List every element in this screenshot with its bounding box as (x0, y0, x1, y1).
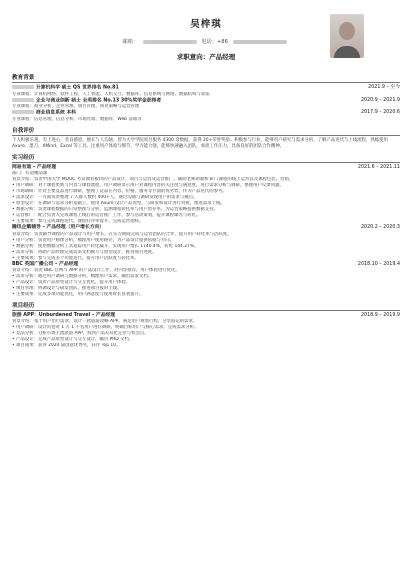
project-bullet: • 项目成果：获得 2020 届创意优秀奖，获评 Top 10。 (12, 343, 400, 349)
project-date: 2018.9 – 2019.9 (360, 312, 400, 318)
summary-text: 个人积极乐观，有上进心，善良感恩，擅长与人沟通，曾为大学学院项目服务 4300 余数据，获得 20+荣誉奖励。积极参与行业，能够用户研究与需求分析，了解产品迭代与上线流程，熟练使用 Axure、墨刀、XMind、Excel 等工具。注重用户体验与细节，学习能力强，能够快速融入团队，承担工作压力，具备良好的团队合作精神。 (12, 138, 388, 150)
education-row (12, 110, 400, 117)
education-courses: 专业课程：商业分析、企业管理、项目管理、商业策略与运营管理 (12, 104, 140, 110)
job-intent: 求职意向：产品经理 (176, 53, 236, 61)
education-major: 商业信息系统 (36, 110, 67, 116)
experience-list (12, 165, 400, 298)
section-title-education: 教育背景 (12, 73, 400, 83)
education-degree: 本科 (66, 110, 77, 116)
education-row (12, 98, 400, 105)
job-title: 网易有道 – 产品经理 (12, 165, 57, 171)
phone-label: 电话：+86 (201, 39, 228, 45)
section-title-summary: 自我评价 (12, 126, 400, 136)
job-date: 2018.10 – 2019.4 (357, 261, 400, 267)
job-date: 2021.6 – 2021.11 (357, 165, 400, 171)
education-courses: 专业课程：计算机网络、软件工程、人工智能、人机交互、数据库、信息系统与网络、数据结构与算法 (12, 91, 210, 97)
avatar (330, 14, 364, 58)
school-name-redacted (12, 85, 34, 89)
resume-header (12, 8, 400, 70)
section-title-experience: 实习经历 (12, 153, 400, 163)
job-bullet: • 主要成果：参与完成课程迭代，课程好评率提升，完成运营指标。 (12, 219, 400, 225)
education-list (12, 85, 400, 123)
job-bullet: • 用户分析：负责用户画像分析，梳理用户使用路径，为产品设计提供依据与方向。 (12, 238, 400, 244)
projects-section (12, 301, 400, 349)
education-date: 2021.9 – 至今 (368, 85, 400, 90)
job-background: 背景介绍：负责辅导课程的产品设计与用户增长，在实习期间完成与运营团队的合作，提升用户转化率与活跃度。 (12, 231, 232, 237)
education-school (12, 110, 76, 117)
project-bullet: • 用户调研：设计问卷对 1 万 1 千名用户进行调研，明确目标用户与核心需求，完成需求分析。 (12, 325, 400, 331)
email-label: 邮箱： (122, 39, 139, 45)
candidate-name: 吴梓琪 (190, 19, 222, 30)
job-dept: 部门：有道精品课 (12, 171, 48, 177)
job-bullet: • 需求分析：协助产品经理完成需求文档撰写与原型设计，推进项目进度。 (12, 250, 400, 256)
school-name-redacted (12, 110, 34, 114)
section-title-projects: 项目经历 (12, 301, 400, 311)
job-bullet: • 数据分析：使用数据分析工具追踪用户转化漏斗，实现用户增长 1740.4%，转化 144.27%。 (12, 244, 400, 250)
job-title: 腾讯企鹅辅导 – 产品经理（用户增长方向） (12, 225, 105, 231)
job-date: 2020.2 – 2020.3 (360, 225, 400, 231)
summary-section (12, 126, 400, 150)
email-value-redacted (143, 40, 197, 44)
education-school (12, 98, 161, 105)
education-degree: 硕士 (61, 85, 73, 91)
education-extra: 30%奖学金获得者 (120, 98, 162, 104)
job-bullet: • 主要成果：参与完成多个功能迭代，提升用户活跃度与转化率。 (12, 256, 400, 262)
project-bullet: • 产品设计：完成产品原型设计与交互设计，输出 PRD 文档。 (12, 337, 400, 343)
job-bullet: • 数据分析：负责课程数据的日常整理与分析，监测课程转化率与用户留存率，为运营策略提供数据支持。 (12, 207, 400, 213)
project-bullet: • 竞品分析：分析市场主流旅游 APP，找到产品差异化定位与机会点。 (12, 331, 400, 337)
experience-section (12, 153, 400, 298)
job-bullet: • 原型设计：在调研与需求分析基础上，使用 Axure 设计产品原型，与研发和设计进行对接，推进需求上线。 (12, 201, 400, 207)
school-name-redacted (12, 98, 34, 102)
job-background: 背景介绍：负责中国大学 MOOC 考证教育板块的产品设计，项目与运营及运营推广。辅助老师助教和 8 门课程的线上运营以及课程包装、营销。 (12, 177, 294, 183)
education-row (12, 85, 400, 92)
project-list (12, 313, 400, 349)
job-bullet: • 项目管理：协调设计与研发团队，推进项目按时上线。 (12, 286, 400, 292)
job-title: BBC 英国广播公司 – 产品经理 (12, 261, 79, 267)
education-degree: 硕士 (71, 98, 83, 104)
project-background: 背景介绍：基于用户出行需求，设计一款旅游攻略 APP，满足用户规划行程、分享游记的需求。 (12, 318, 198, 324)
education-rank: QS 世界排名 No.81 (72, 85, 119, 91)
job-bullet: • 市场调研：针对主要竞品进行调研，整理了竞品在内容、价格、服务等方面的优劣势，作为产品迭代的参考。 (12, 189, 400, 195)
education-date: 2020.9 – 2021.9 (360, 97, 400, 103)
education-courses: 专业课程：信息管理、信息分析、市场营销、数据库、Web 前端等 (12, 117, 142, 123)
job-bullet: • 需求设计：一方面负责整理 7 人群人数约 400+人，通过沟通与调研发现用户的需求与痛点。 (12, 195, 400, 201)
education-school (12, 85, 119, 92)
job-bullet: • 运营推广：配合负责人完成课程上线后的运营推广工作，参与活动策划，提升课程曝光与转化。 (12, 213, 400, 219)
education-rank: 全英排名 No.13 (82, 98, 121, 104)
education-major: 计算机科学 (36, 85, 62, 91)
job-bullet: • 需求分析：通过用户调研与数据分析，梳理用户需求，输出需求文档。 (12, 274, 400, 280)
job-bullet: • 主要成果：完成多项功能优化，用户满意度与使用时长显著提升。 (12, 292, 400, 298)
education-date: 2017.9 – 2020.6 (360, 110, 400, 116)
job-background: 背景介绍：负责 BBC 官网与 APP 的产品设计工作，对内容推荐、用户体验进行优化。 (12, 267, 180, 273)
education-major: 企业与商业创新 (36, 98, 72, 104)
education-section (12, 73, 400, 123)
phone-value-redacted (233, 40, 287, 44)
job-bullet: • 产品设计：负责产品原型设计与交互优化，提升用户体验。 (12, 280, 400, 286)
project-title: 旅游 APP：Unburdened Travel – 产品经理 (12, 312, 116, 318)
job-bullet: • 用户调研：对于课程更新与内容与课程流程，用户调研显示用户对课程内容的关注度与满意度，进行需求分析与调研，整理用户反馈问题。 (12, 183, 400, 189)
